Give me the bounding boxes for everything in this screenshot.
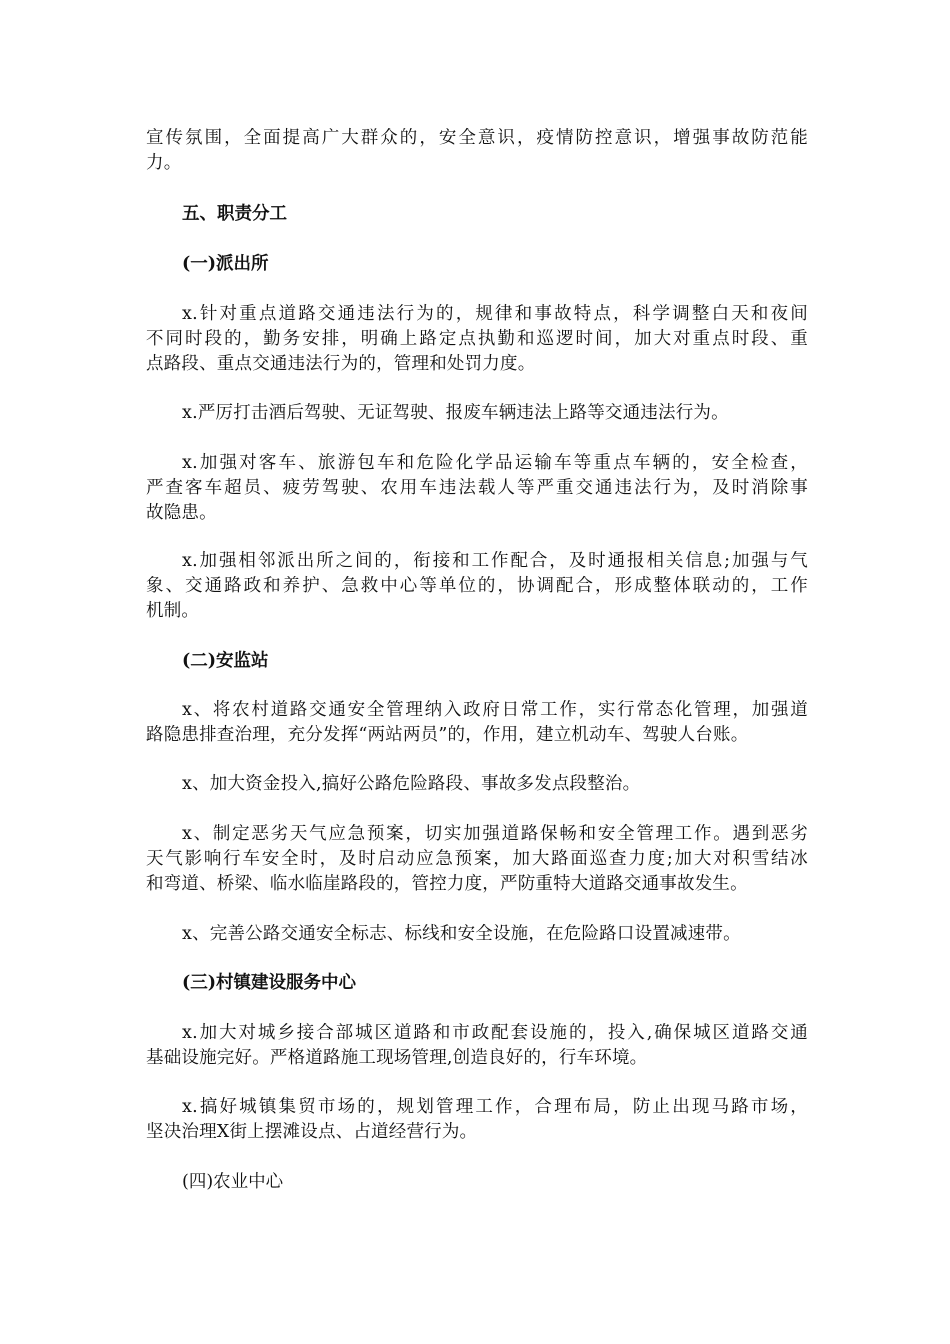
paragraph (146, 822, 808, 897)
paragraph-line: 严查客车超员、疲劳驾驶、农用车违法载人等严重交通违法行为，及时消除事 (146, 478, 808, 498)
section-heading: 五、职责分工 (182, 204, 287, 224)
paragraph-line: 天气影响行车安全时，及时启动应急预案，加大路面巡查力度;加大对积雪结冰 (146, 849, 808, 869)
paragraph (146, 401, 808, 426)
paragraph-line: 力。 (146, 153, 182, 173)
subsection-heading: (一)派出所 (182, 254, 269, 274)
paragraph-line: x.加强相邻派出所之间的，衔接和工作配合，及时通报相关信息;加强与气 (182, 551, 808, 571)
paragraph (146, 1095, 808, 1145)
paragraph-line: 坚决治理X街上摆滩设点、占道经营行为。 (146, 1122, 478, 1142)
paragraph-line: x.针对重点道路交通违法行为的，规律和事故特点，科学调整白天和夜间 (182, 304, 808, 324)
paragraph-line: x、加大资金投入,搞好公路危险路段、事故多发点段整治。 (182, 774, 641, 794)
paragraph-line: x.加大对城乡接合部城区道路和市政配套设施的，投入,确保城区道路交通 (182, 1023, 808, 1043)
paragraph (146, 451, 808, 526)
paragraph (146, 772, 808, 797)
paragraph-line: x、制定恶劣天气应急预案，切实加强道路保畅和安全管理工作。遇到恶劣 (182, 824, 808, 844)
paragraph-line: x.加强对客车、旅游包车和危险化学品运输车等重点车辆的，安全检查， (182, 453, 808, 473)
subsection-heading: (二)安监站 (182, 651, 269, 671)
paragraph-line: x.严厉打击酒后驾驶、无证驾驶、报废车辆违法上路等交通违法行为。 (182, 403, 729, 423)
paragraph-line: x.搞好城镇集贸市场的，规划管理工作，合理布局，防止出现马路市场， (182, 1097, 808, 1117)
paragraph-line: 路隐患排查治理，充分发挥“两站两员”的，作用，建立机动车、驾驶人台账。 (146, 725, 749, 745)
paragraph (146, 549, 808, 624)
paragraph (146, 302, 808, 377)
paragraph-line: 基础设施完好。严格道路施工现场管理,创造良好的，行车环境。 (146, 1048, 648, 1068)
paragraph-line: 故隐患。 (146, 503, 217, 523)
paragraph-line: 点路段、重点交通违法行为的，管理和处罚力度。 (146, 354, 536, 374)
paragraph-line: 和弯道、桥梁、临水临崖路段的，管控力度，严防重特大道路交通事故发生。 (146, 874, 748, 894)
paragraph-intro (146, 126, 808, 176)
paragraph-line: 不同时段的，勤务安排，明确上路定点执勤和巡逻时间，加大对重点时段、重 (146, 329, 808, 349)
subsection-heading: (三)村镇建设服务中心 (182, 973, 357, 993)
paragraph-line: x、将农村道路交通安全管理纳入政府日常工作，实行常态化管理，加强道 (182, 700, 808, 720)
paragraph (146, 698, 808, 748)
paragraph (146, 1021, 808, 1071)
paragraph-line: 宣传氛围，全面提高广大群众的，安全意识，疫情防控意识，增强事故防范能 (146, 128, 808, 148)
paragraph (146, 922, 808, 947)
paragraph-line: 机制。 (146, 601, 200, 621)
paragraph-line: x、完善公路交通安全标志、标线和安全设施，在危险路口设置减速带。 (182, 924, 741, 944)
paragraph-line: 象、交通路政和养护、急救中心等单位的，协调配合，形成整体联动的，工作 (146, 576, 808, 596)
subsection-heading: (四)农业中心 (182, 1172, 284, 1192)
